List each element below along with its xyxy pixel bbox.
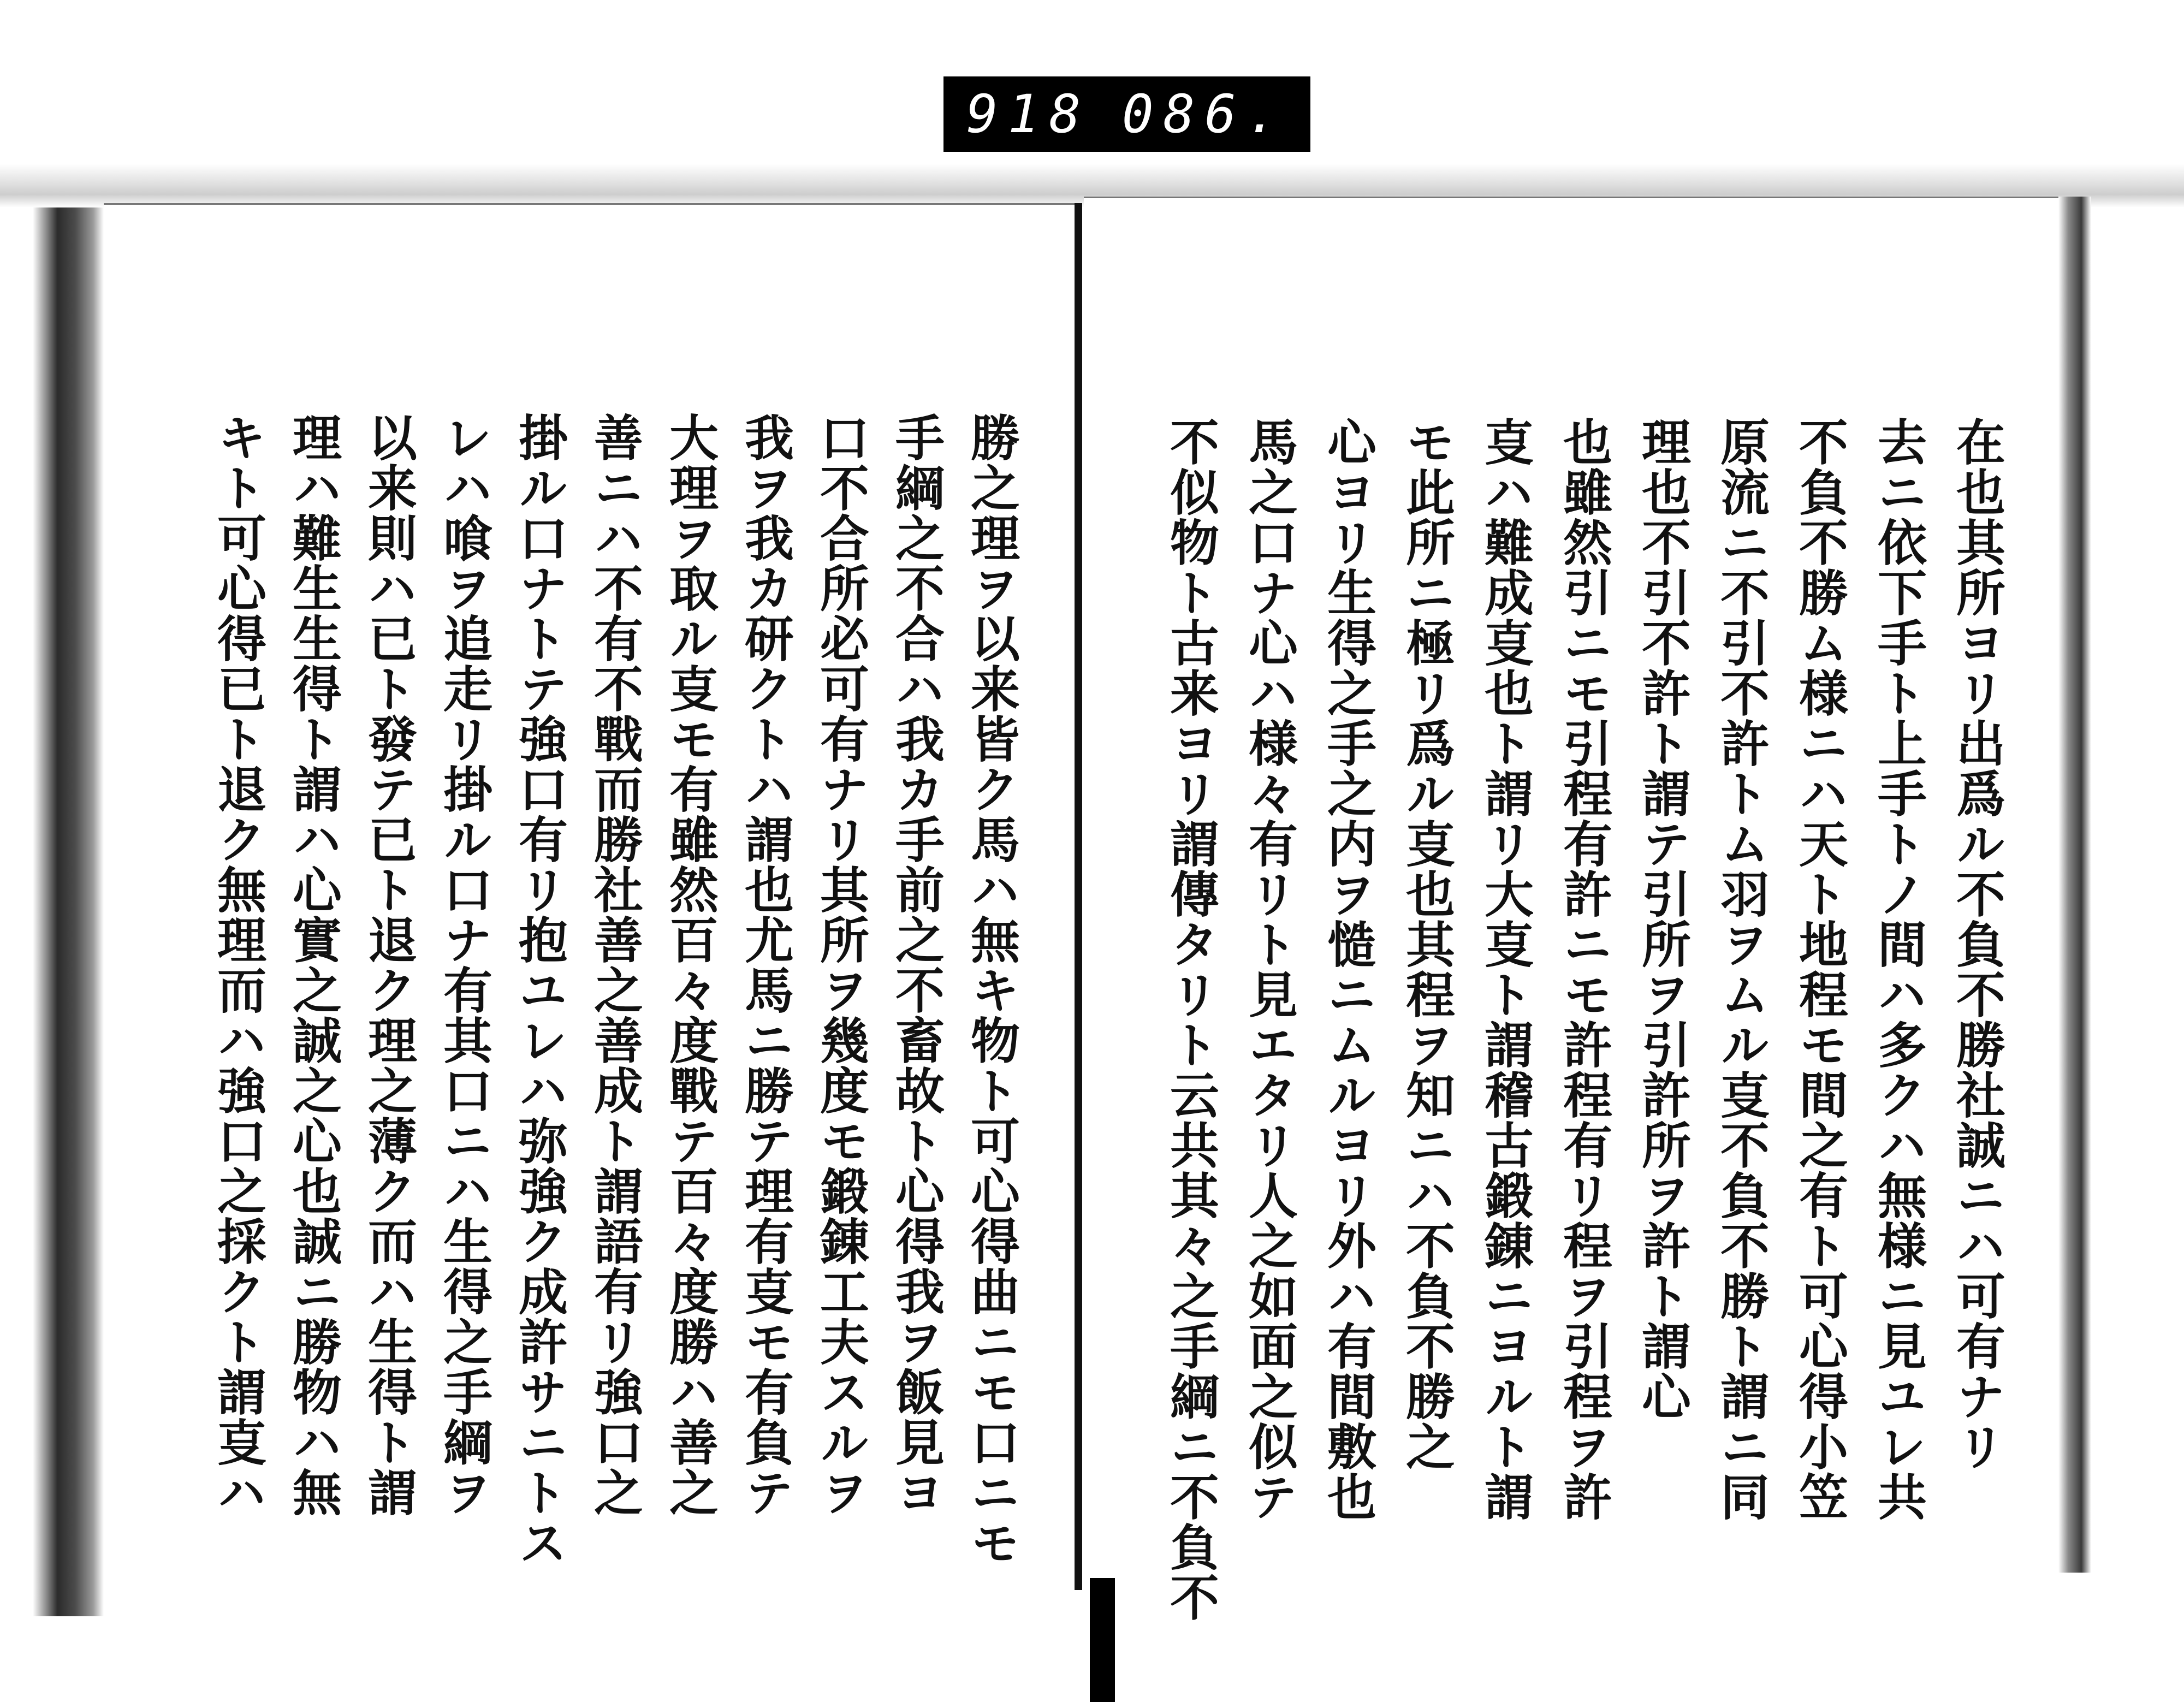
left-page-column-5: 大理ヲ取ル㕝モ有雖然百々度戰テ百々度勝ハ善之 <box>661 412 719 1517</box>
left-page-column-9: 以来則ハ已ト發テ已ト退ク理之薄ク而ハ生得ト謂 <box>359 412 417 1517</box>
left-page-edge <box>33 207 104 1616</box>
left-page-column-4: 我ヲ我カ研クトハ謂也尤馬ニ勝テ理有㕝モ有負テ <box>736 412 794 1517</box>
left-page-column-3: 口不合所必可有ナリ其所ヲ幾度モ鍛錬工夫スルヲ <box>811 412 869 1517</box>
right-page-column-7: 㕝ハ難成㕝也ト謂リ大㕝ト謂稽古鍛錬ニヨルト謂 <box>1476 417 1534 1522</box>
left-page-column-1: 勝之理ヲ以来皆ク馬ハ無キ物ト可心得曲ニモ口ニモ <box>962 412 1020 1568</box>
left-page-column-8: レハ喰ヲ追走リ掛ル口ナ有其口ニハ生得之手綱ヲ <box>435 412 492 1517</box>
right-page-column-6: 也雖然引ニモ引程有許ニモ許程有リ程ヲ引程ヲ許 <box>1554 417 1612 1522</box>
book-gutter <box>1075 203 1082 1590</box>
right-page-column-5: 理也不引不許ト謂テ引所ヲ引許所ヲ許ト謂心 <box>1633 417 1691 1421</box>
left-page-column-10: 理ハ難生生得ト謂ハ心實之誠之心也誠ニ勝物ハ無 <box>284 412 342 1517</box>
right-page-column-11: 不似物ト古来ヨリ謂傳タリト云共其々之手綱ニ不負不 <box>1161 417 1219 1622</box>
right-page-column-2: 去ニ依下手ト上手トノ間ハ多クハ無様ニ見ユレ共 <box>1869 417 1927 1522</box>
right-page-column-8: モ此所ニ極リ爲ル㕝也其程ヲ知ニハ不負不勝之 <box>1397 417 1455 1472</box>
left-page-column-2: 手綱之不合ハ我カ手前之不畜故ト心得我ヲ飯見ヨ <box>887 412 945 1517</box>
left-page-column-7: 掛ル口ナトテ強口有リ抱ユレハ弥強ク成許サニトス <box>510 412 568 1568</box>
gutter-clip <box>1090 1578 1115 1702</box>
left-page <box>104 203 1076 1603</box>
frame-number-left: 918 <box>966 84 1091 145</box>
right-page-column-9: 心ヨリ生得之手之内ヲ慥ニムルヨリ外ハ有間敷也 <box>1319 417 1376 1522</box>
right-page-column-3: 不負不勝ム様ニハ天ト地程モ間之有ト可心得小笠 <box>1790 417 1848 1522</box>
right-page-column-10: 馬之口ナ心ハ様々有リト見エタリ人之如面之似テ <box>1240 417 1298 1522</box>
left-page-column-11: キト可心得已ト退ク無理而ハ強口之採クト謂㕝ハ <box>209 412 266 1517</box>
left-page-column-6: 善ニハ不有不戰而勝社善之善成ト謂語有リ強口之 <box>585 412 643 1517</box>
right-page-column-4: 原流ニ不引不許トム羽ヲムル㕝不負不勝ト謂ニ同 <box>1712 417 1770 1522</box>
right-page-column-1: 在也其所ヨリ出爲ル不負不勝社誠ニハ可有ナリ <box>1948 417 2005 1472</box>
right-page <box>1084 197 2058 1622</box>
right-page-edge <box>2058 197 2091 1573</box>
frame-number-right: 086. <box>1121 84 1287 145</box>
